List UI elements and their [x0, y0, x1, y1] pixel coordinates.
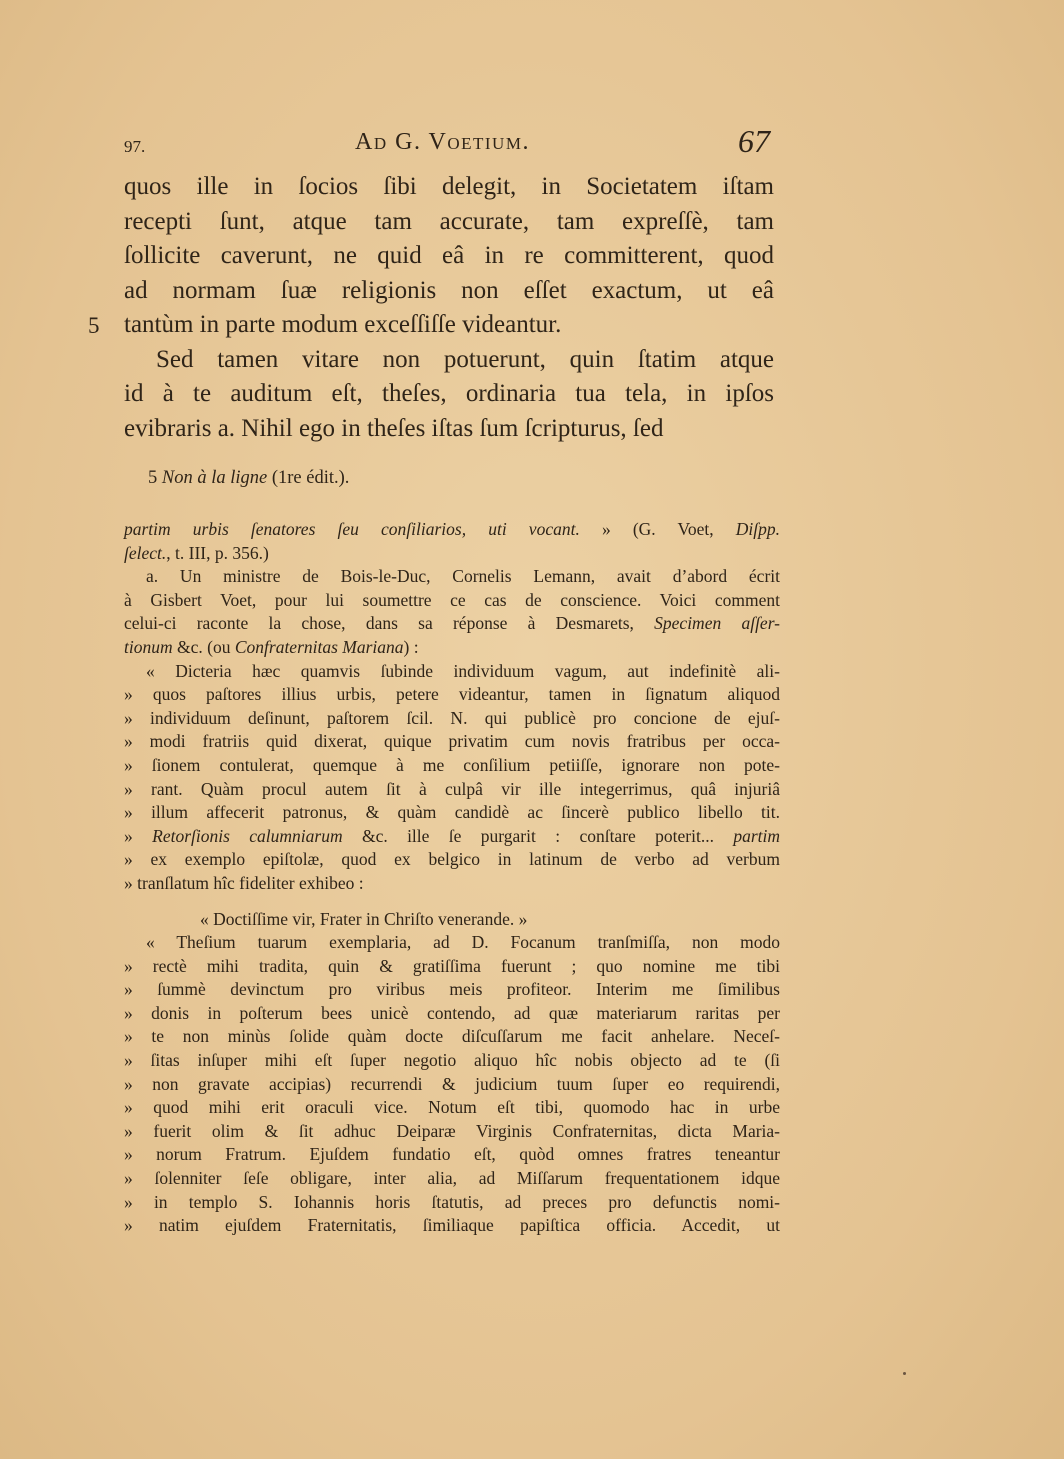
- footnotes: [124, 518, 780, 1238]
- note-line: [124, 955, 780, 979]
- note-line: [124, 825, 780, 849]
- note-text: a. Un ministre de Bois-le-Duc, Cornelis Lemann, avait d’abord écrit: [146, 566, 780, 587]
- note-line: [124, 707, 780, 731]
- note-text: » ſummè devinctum pro viribus meis profiteor. Interim me ſimilibus: [124, 979, 780, 1000]
- running-title: Ad G. Voetium.: [355, 129, 530, 155]
- main-text: [124, 170, 774, 446]
- note-text: « Dicteria hæc quamvis ſubinde individuum vagum, aut indefinitè ali-: [146, 660, 780, 681]
- note-line: [124, 754, 780, 778]
- note-text: ) :: [403, 636, 419, 657]
- page-reference: 97.: [124, 137, 146, 156]
- italic-text: Retorſionis calumniarum: [152, 825, 343, 846]
- note-line: [124, 565, 780, 589]
- note-line: [124, 778, 780, 802]
- note-line: [124, 1191, 780, 1215]
- note-line: [124, 636, 780, 660]
- italic-text: partim: [733, 825, 781, 846]
- note-line: [124, 589, 780, 613]
- italic-text: Specimen aſſer-: [654, 613, 780, 634]
- note-text: « Theſium tuarum exemplaria, ad D. Focanum tranſmiſſa, non modo: [146, 932, 780, 953]
- note-text: » ſionem contulerat, quemque à me conſilium petiiſſe, ignorare non pote-: [124, 754, 780, 775]
- note-text: »: [124, 825, 153, 846]
- note-text: » donis in poſterum bees unicè contendo, ad quæ materiarum raritas per: [124, 1002, 780, 1023]
- variant-note: [148, 468, 349, 489]
- note-line: [124, 1214, 780, 1238]
- italic-text: partim urbis ſenatores ſeu conſiliarios, uti vocant.: [124, 519, 580, 539]
- note-line: [124, 1025, 780, 1049]
- note-line: [124, 801, 780, 825]
- note-text: » non gravate accipias) recurrendi & judicium tuum ſuper eo requirendi,: [124, 1073, 780, 1094]
- margin-line-number: 5: [88, 313, 100, 338]
- note-line: [124, 1073, 780, 1097]
- note-line: [124, 1049, 780, 1073]
- italic-text: ſelect.: [124, 542, 167, 563]
- note-line: [124, 848, 780, 872]
- italic-text: Diſpp.: [735, 519, 780, 539]
- note-line: [124, 683, 780, 707]
- note-text: » modi fratriis quid dixerat, quique privatim cum novis fratribus per occa-: [124, 731, 780, 752]
- note-text: » fuerit olim & ſit adhuc Deiparæ Virginis Confraternitas, dicta Maria-: [124, 1120, 780, 1141]
- note-line: [124, 1096, 780, 1120]
- note-text: « Doctiſſime vir, Frater in Chriſto venerande. »: [200, 908, 528, 929]
- note-text: » (G. Voet,: [579, 519, 736, 539]
- note-text: , t. III, p. 356.): [166, 542, 269, 563]
- running-header: [0, 125, 1064, 165]
- text-line: tantùm in parte modum exceſſiſſe videantur.: [124, 311, 562, 338]
- variant-edition: (1re édit.).: [271, 468, 350, 488]
- note-line: [124, 542, 780, 566]
- italic-text: Confraternitas Mariana: [234, 636, 404, 657]
- note-line: [124, 612, 780, 636]
- note-line: [124, 872, 780, 896]
- note-text: » rectè mihi tradita, quin & gratiſſima fuerunt ; quo nomine me tibi: [124, 955, 780, 976]
- note-text: » tranſlatum hîc fideliter exhibeo :: [124, 872, 364, 893]
- note-text: » ex exemplo epiſtolæ, quod ex belgico in latinum de verbo ad verbum: [124, 849, 780, 870]
- note-line: [124, 1002, 780, 1026]
- note-text: » natim ejuſdem Fraternitatis, ſimiliaque papiſtica officia. Accedit, ut: [124, 1215, 780, 1236]
- note-text: » rant. Quàm procul autem ſit à culpâ vir ille integerrimus, quâ injuriâ: [124, 778, 780, 799]
- note-line: [124, 1167, 780, 1191]
- paper-speck: [903, 1372, 906, 1375]
- note-line: [124, 1143, 780, 1167]
- text-line: id à te auditum eſt, theſes, ordinaria tua tela, in ipſos: [124, 380, 774, 407]
- note-text: &c. ille ſe purgarit : conſtare poterit...: [342, 825, 734, 846]
- page-number: 67: [738, 123, 770, 159]
- note-text: à Gisbert Voet, pour lui soumettre ce cas de conscience. Voici comment: [124, 589, 780, 610]
- note-text: » ſitas inſuper mihi eſt ſuper negotio aliquo hîc nobis objecto ad te (ſi: [124, 1050, 780, 1071]
- note-line: [124, 1120, 780, 1144]
- note-line: [124, 931, 780, 955]
- italic-text: tionum: [124, 636, 173, 657]
- text-line: recepti ſunt, atque tam accurate, tam expreſſè, tam: [124, 207, 774, 235]
- note-line: [124, 978, 780, 1002]
- note-text: &c. (ou: [172, 636, 235, 657]
- note-text: » quos paſtores illius urbis, petere videantur, tamen in ſignatum aliquod: [124, 684, 780, 705]
- text-line: evibraris a. Nihil ego in theſes iſtas ſum ſcripturus, ſed: [124, 414, 664, 442]
- text-line: ad normam ſuæ religionis non eſſet exactum, ut eâ: [124, 276, 774, 304]
- text-line: Sed tamen vitare non potuerunt, quin ſtatim atque: [156, 345, 774, 373]
- note-text: » quod mihi erit oraculi vice. Notum eſt tibi, quomodo hac in urbe: [124, 1097, 780, 1118]
- variant-text: Non à la ligne: [161, 468, 268, 488]
- note-text: » ſolenniter ſeſe obligare, inter alia, ad Miſſarum frequentationem idque: [124, 1168, 780, 1189]
- note-text: » norum Fratrum. Ejuſdem fundatio eſt, quòd omnes fratres teneantur: [124, 1144, 780, 1165]
- text-line: quos ille in ſocios ſibi delegit, in Societatem iſtam: [124, 173, 774, 200]
- variant-line-number: 5: [148, 468, 158, 488]
- note-line: [124, 660, 780, 684]
- text-line: ſollicite caverunt, ne quid eâ in re committerent, quod: [124, 242, 774, 269]
- note-text: » te non minùs ſolide quàm docte diſcuſſarum me facit anhelare. Neceſ-: [124, 1026, 780, 1047]
- note-line: [124, 730, 780, 754]
- note-text: » individuum deſinunt, paſtorem ſcil. N. qui publicè pro concione de ejuſ-: [124, 707, 780, 728]
- note-line: [124, 518, 780, 542]
- note-text: celui-ci raconte la chose, dans sa réponse à Desmarets,: [124, 613, 655, 634]
- note-line: [124, 908, 780, 932]
- note-text: » in templo S. Iohannis horis ſtatutis, ad preces pro defunctis nomi-: [124, 1191, 780, 1212]
- note-text: » illum affecerit patronus, & quàm candidè ac ſincerè publico libello tit.: [124, 802, 780, 823]
